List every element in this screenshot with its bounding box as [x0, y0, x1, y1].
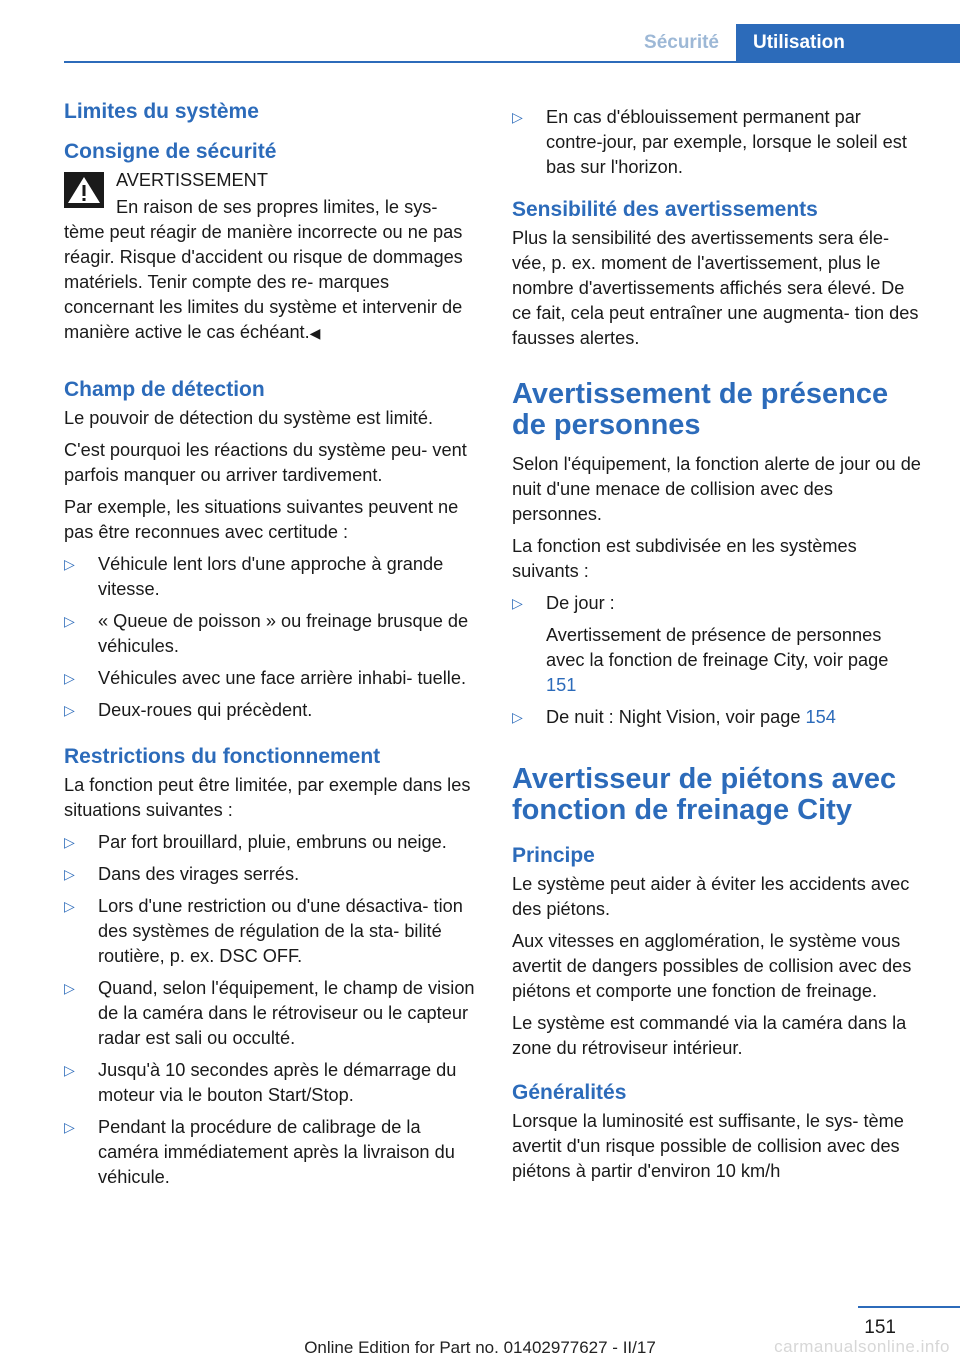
footer-rule	[858, 1306, 960, 1308]
bullet-icon: ▷	[64, 834, 75, 850]
heading-restrictions: Restrictions du fonctionnement	[64, 745, 381, 768]
list-item: ▷ « Queue de poisson » ou freinage brusque de véhicules.	[64, 611, 469, 656]
list-item: ▷ Véhicules avec une face arrière inhabi- tuelle.	[64, 666, 480, 691]
list-item: ▷ Pendant la procédure de calibrage de la caméra immédiatement après la livraison du véhicule.	[64, 1117, 455, 1187]
page-number: 151	[864, 1317, 896, 1338]
bullet-icon: ▷	[64, 670, 75, 686]
watermark: carmanualsonline.info	[774, 1337, 950, 1356]
bullet-icon: ▷	[64, 702, 75, 718]
header-tabs	[644, 24, 960, 62]
left-column	[64, 98, 480, 1197]
bullet-icon: ▷	[64, 1062, 75, 1078]
bullet-icon: ▷	[512, 109, 523, 125]
tab-securite[interactable]: Sécurité	[644, 32, 719, 53]
page-link-154[interactable]: 154	[805, 707, 836, 727]
para-principe-1: Le système peut aider à éviter les accidents avec des piétons.	[512, 874, 910, 919]
bullet-icon: ▷	[64, 898, 75, 914]
list-item: ▷ Jusqu'à 10 secondes après le démarrage du moteur via le bouton Start/Stop.	[64, 1060, 457, 1105]
heading-generalites: Généralités	[512, 1081, 627, 1104]
heading-avertisseur-pietons: Avertisseur de piétons avec fonction de freinage City	[512, 763, 897, 826]
list-undetected	[64, 552, 480, 723]
header-rule	[64, 61, 960, 63]
heading-sensibilite: Sensibilité des avertissements	[512, 198, 818, 221]
warning-icon	[64, 172, 104, 208]
warning-block	[64, 168, 480, 346]
bullet-icon: ▷	[64, 980, 75, 996]
right-column	[512, 98, 922, 1191]
list-item: ▷ Véhicule lent lors d'une approche à grande vitesse.	[64, 554, 444, 599]
bullet-icon: ▷	[64, 556, 75, 572]
heading-principe: Principe	[512, 844, 595, 867]
para-principe-3: Le système est commandé via la caméra dans la zone du rétroviseur intérieur.	[512, 1013, 907, 1058]
heading-limites: Limites du système	[64, 100, 259, 123]
para-detection-2: C'est pourquoi les réactions du système peu- vent parfois manquer ou arriver tardivement.	[64, 440, 467, 485]
warning-title: AVERTISSEMENT	[116, 170, 268, 190]
para-generalites: Lorsque la luminosité est suffisante, le sys- tème avertit d'un risque possible de collision avec des piétons à partir d'environ 10 km/h	[512, 1111, 904, 1181]
list-item: ▷ De nuit : Night Vision, voir page 154	[512, 705, 922, 730]
list-item: ▷ Lors d'une restriction ou d'une désactiva- tion des systèmes de régulation de la sta- bilité routière, p. ex. DSC OFF.	[64, 896, 463, 966]
edition-text: Online Edition for Part no. 01402977627 - II/17	[304, 1338, 656, 1357]
warning-text: tème peut réagir de manière incorrecte ou ne pas réagir. Risque d'accident ou risque de dommages matériels. Tenir compte des re- marques concernant les limites du système et intervenir de manière active le cas échéant.	[64, 222, 463, 342]
page-link-151[interactable]: 151	[546, 675, 577, 695]
para-sensibilite: Plus la sensibilité des avertissements sera éle- vée, p. ex. moment de l'avertissement, plus le nombre d'avertissements affichés sera élevé. De ce fait, cela peut entraîner une augmenta- tion des fausses alertes.	[512, 228, 919, 348]
list-item: ▷ Par fort brouillard, pluie, embruns ou neige.	[64, 830, 480, 855]
heading-consigne: Consigne de sécurité	[64, 140, 277, 163]
bullet-icon: ▷	[64, 866, 75, 882]
list-item: ▷ Deux-roues qui précèdent.	[64, 698, 480, 723]
warning-body	[64, 220, 480, 346]
heading-champ-detection: Champ de détection	[64, 378, 265, 401]
warning-first-line: En raison de ses propres limites, le sys-	[116, 197, 438, 217]
list-restrictions	[64, 830, 480, 1190]
para-personnes-1: Selon l'équipement, la fonction alerte de jour ou de nuit d'une menace de collision avec des personnes.	[512, 454, 921, 524]
end-mark-icon: ◀	[309, 325, 321, 341]
day-label: De jour :	[546, 593, 615, 613]
para-detection-3: Par exemple, les situations suivantes peuvent ne pas être reconnues avec certitude :	[64, 497, 459, 542]
list-continued	[512, 105, 922, 180]
bullet-icon: ▷	[64, 1119, 75, 1135]
day-description: Avertissement de présence de personnes avec la fonction de freinage City, voir page 151	[546, 625, 889, 695]
para-detection-1: Le pouvoir de détection du système est limité.	[64, 408, 433, 428]
para-restrictions: La fonction peut être limitée, par exemple dans les situations suivantes :	[64, 775, 471, 820]
bullet-icon: ▷	[512, 595, 523, 611]
tab-utilisation[interactable]: Utilisation	[736, 24, 960, 62]
para-principe-2: Aux vitesses en agglomération, le système vous avertit de dangers possibles de collision avec des piétons et comporte une fonction de freinage.	[512, 931, 912, 1001]
heading-avertissement-personnes: Avertissement de présence de personnes	[512, 378, 889, 441]
bullet-icon: ▷	[64, 613, 75, 629]
list-item: ▷ En cas d'éblouissement permanent par contre-jour, par exemple, lorsque le soleil est bas sur l'horizon.	[512, 107, 907, 177]
list-item: ▷ Quand, selon l'équipement, le champ de vision de la caméra dans le rétroviseur ou le capteur radar est sali ou occulté.	[64, 978, 475, 1048]
list-item: ▷ Dans des virages serrés.	[64, 862, 480, 887]
list-item	[512, 591, 922, 698]
para-personnes-2: La fonction est subdivisée en les systèmes suivants :	[512, 536, 857, 581]
list-systems	[512, 591, 922, 730]
bullet-icon: ▷	[512, 709, 523, 725]
